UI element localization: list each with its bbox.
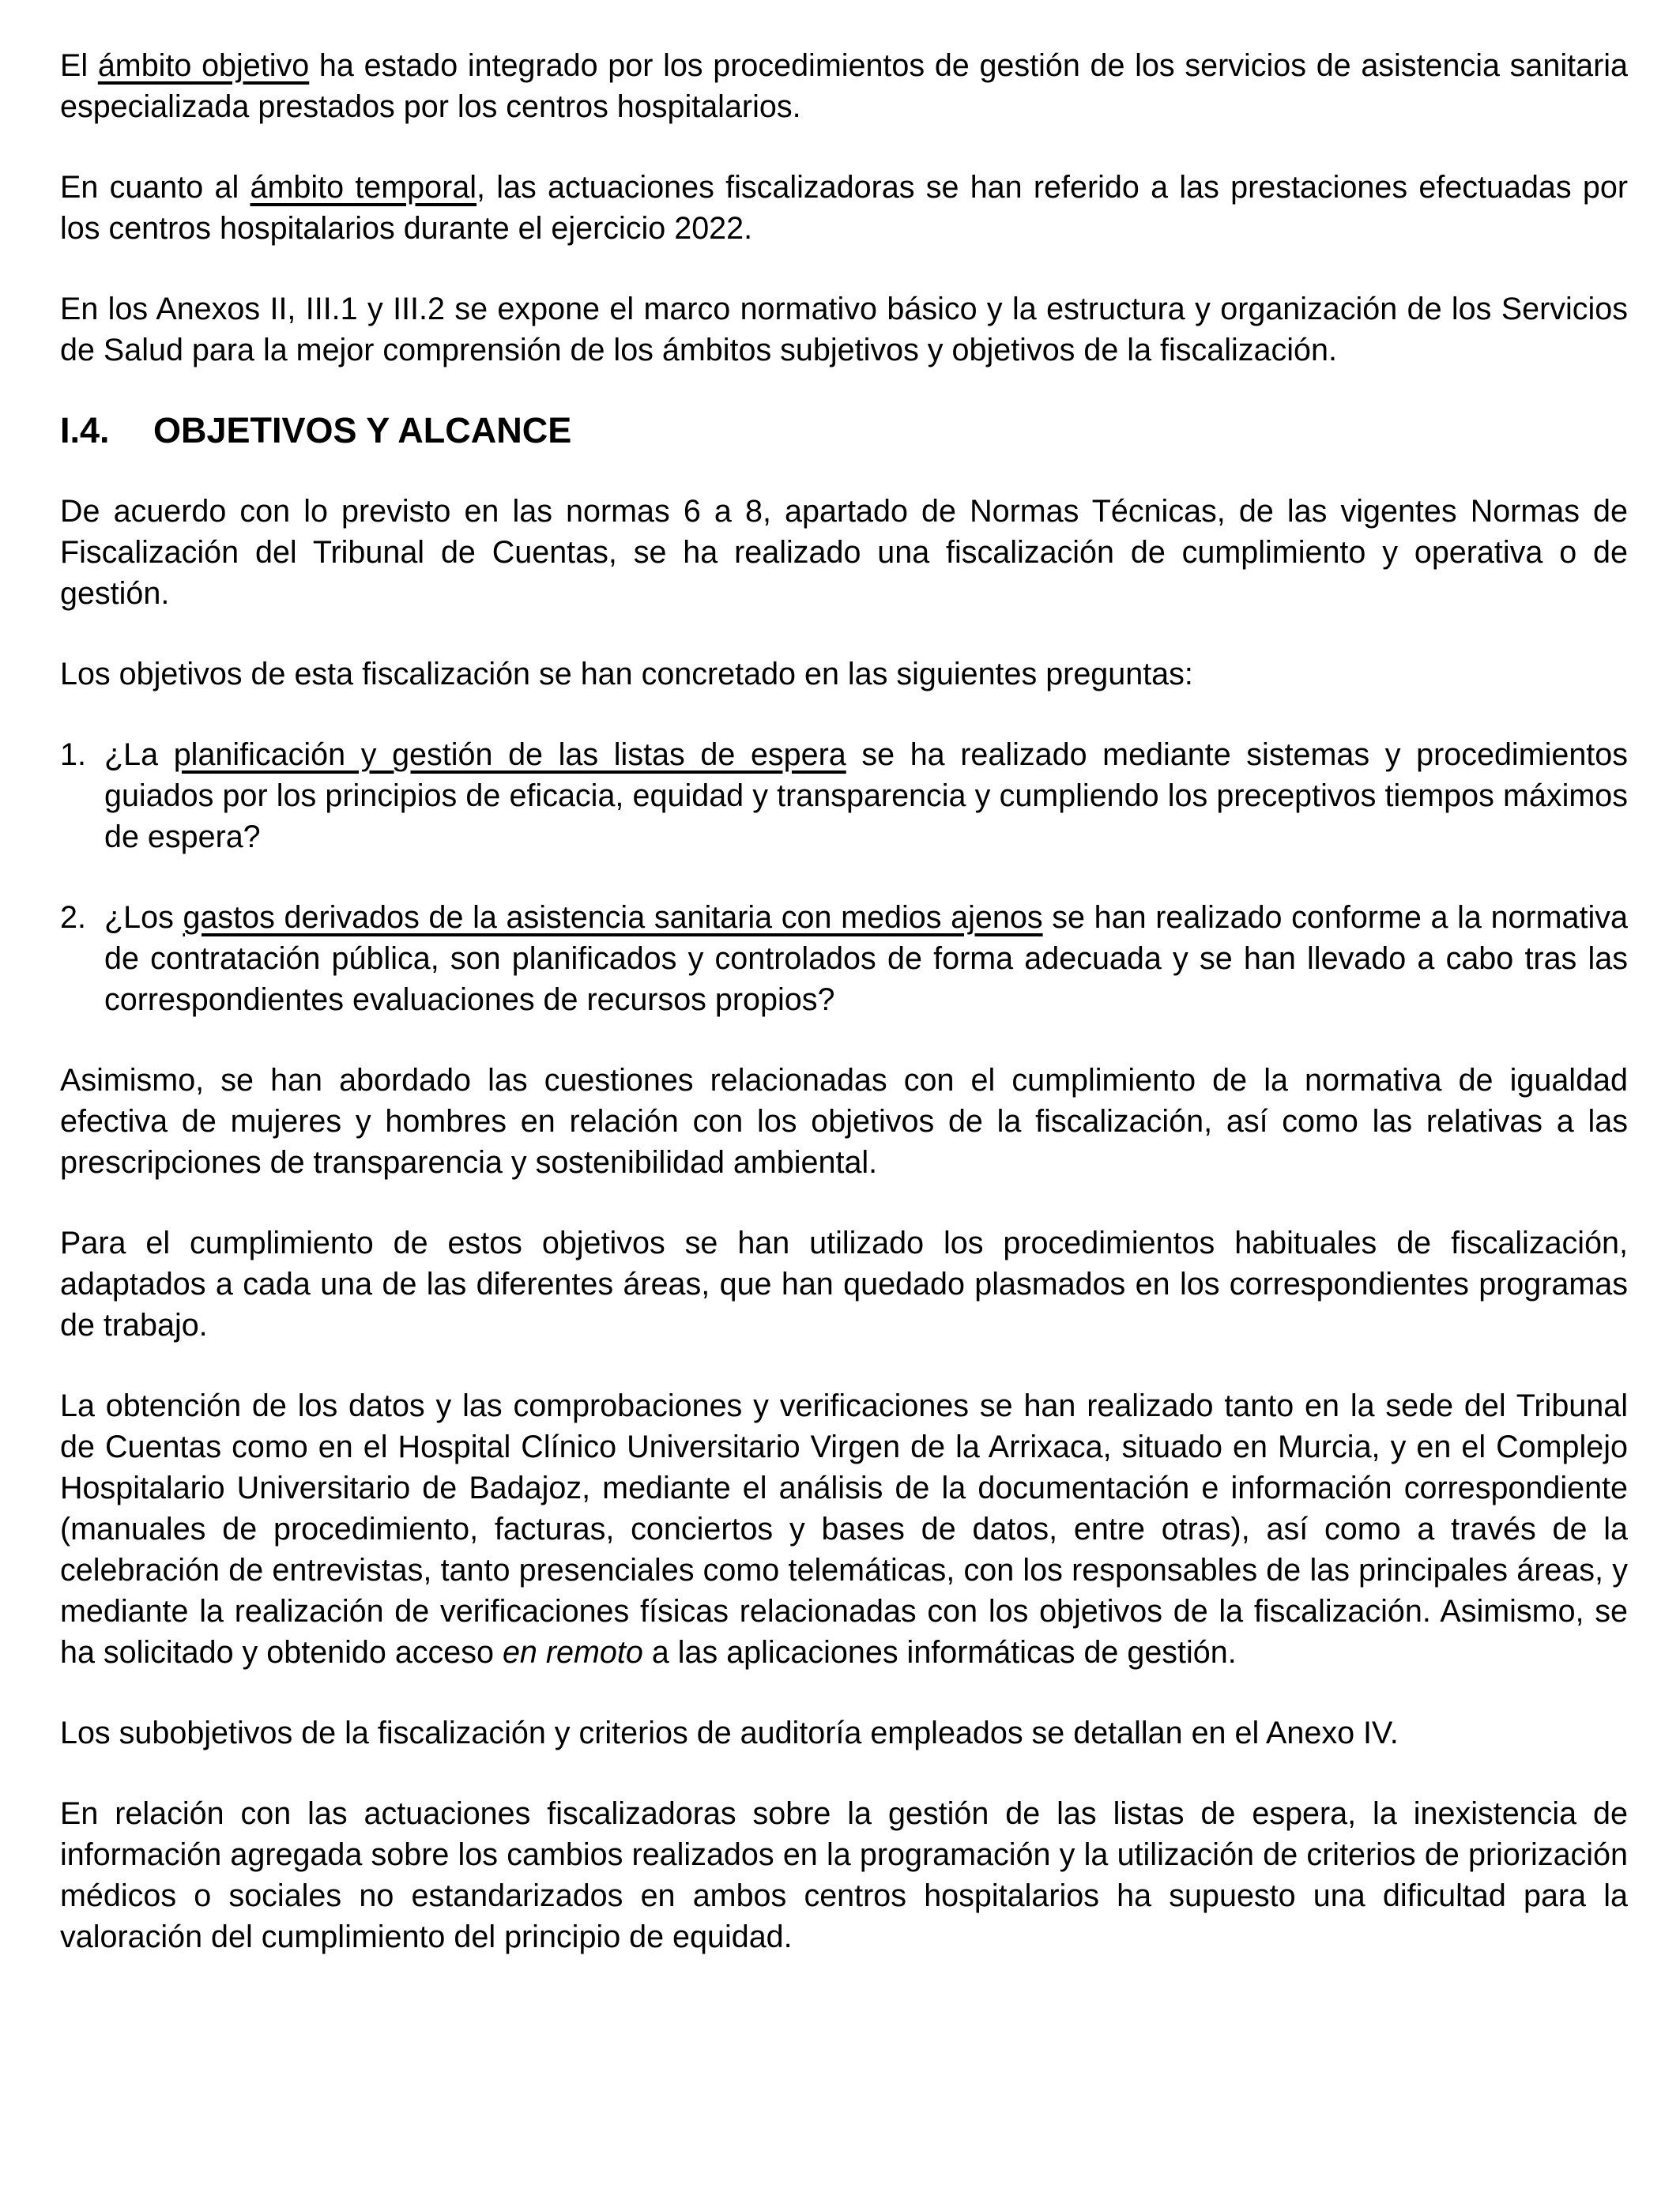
text-run: En relación con las actuaciones fiscalizadoras sobre la gestión de las listas de espera, la inexistencia de información agregada sobre los cambios realizados en la programación y la utilización de criterios de priorización médicos o sociales no estandarizados en ambos centros hospitalarios ha supuesto una dificultad para la valoración del cumplimiento del principio de equidad.: [60, 1796, 1628, 1954]
italic-text: en remoto: [502, 1635, 643, 1670]
text-run: OBJETIVOS Y ALCANCE: [153, 410, 572, 450]
text-run: se han realizado conforme a la normativa de contratación pública, son planificados y controlados de forma adecuada y se han llevado a cabo tras las correspondientes evaluaciones de recursos propios?: [104, 900, 1628, 1017]
text-run: , las actuaciones fiscalizadoras se han referido a las prestaciones efectuadas por los centros hospitalarios durante el ejercicio 2022.: [60, 170, 1628, 246]
text-run: Los objetivos de esta fiscalización se han concretado en las siguientes preguntas:: [60, 657, 1193, 691]
text-run: se ha realizado mediante sistemas y procedimientos guiados por los principios de eficacia, equidad y transparencia y cumpliendo los preceptivos tiempos máximos de espera?: [104, 737, 1629, 854]
paragraph: [60, 1793, 1628, 1957]
text-run: ¿La: [104, 737, 174, 772]
paragraph: [60, 491, 1628, 614]
paragraph: [60, 45, 1628, 127]
section-number: I.4.: [60, 410, 110, 450]
text-run: La obtención de los datos y las comprobaciones y verificaciones se han realizado tanto en la sede del Tribunal de Cuentas como en el Hospital Clínico Universitario Virgen de la Arrixaca, situado en Murcia, y en el Complejo Hospitalario Universitario de Badajoz, mediante el análisis de la documentación e información correspondiente (manuales de procedimiento, facturas, conciertos y bases de datos, entre otras), así como a través de la celebración de entrevistas, tanto presenciales como telemáticas, con los responsables de las principales áreas, y mediante la realización de verificaciones físicas relacionadas con los objetivos de la fiscalización. Asimismo, se ha solicitado y obtenido acceso: [60, 1388, 1628, 1670]
list-item-text: [104, 900, 1628, 1017]
underlined-text: gastos derivados de la asistencia sanitaria con medios ajenos: [183, 900, 1043, 935]
text-run: ha estado integrado por los procedimientos de gestión de los servicios de asistencia sanitaria especializada prestados por los centros hospitalarios.: [60, 48, 1628, 124]
text-run: Para el cumplimiento de estos objetivos se han utilizado los procedimientos habituales de fiscalización, adaptados a cada una de las diferentes áreas, que han quedado plasmados en los correspondientes programas de trabajo.: [60, 1226, 1628, 1343]
list-item: [60, 897, 1628, 1020]
paragraph: [60, 288, 1628, 371]
underlined-text: ámbito objetivo: [97, 48, 310, 83]
paragraph: [60, 654, 1628, 695]
list-item-text: [104, 737, 1628, 854]
text-run: En los Anexos II, III.1 y III.2 se expone el marco normativo básico y la estructura y organización de los Servicios de Salud para la mejor comprensión de los ámbitos subjetivos y objetivos de la fiscalización.: [60, 292, 1628, 367]
text-run: Asimismo, se han abordado las cuestiones relacionadas con el cumplimiento de la normativa de igualdad efectiva de mujeres y hombres en relación con los objetivos de la fiscalización, así como las relativas a las prescripciones de transparencia y sostenibilidad ambiental.: [60, 1063, 1628, 1180]
underlined-text: planificación y gestión de las listas de espera: [173, 737, 846, 772]
section-heading: [60, 410, 1628, 451]
text-run: a las aplicaciones informáticas de gestión.: [642, 1635, 1237, 1670]
text-run: En cuanto al: [60, 170, 250, 205]
list-item-number: 1.: [60, 737, 86, 772]
text-run: Los subobjetivos de la fiscalización y criterios de auditoría empleados se detallan en el Anexo IV.: [60, 1716, 1399, 1750]
underlined-text: ámbito temporal: [250, 170, 477, 205]
text-run: De acuerdo con lo previsto en las normas 6 a 8, apartado de Normas Técnicas, de las vigentes Normas de Fiscalización del Tribunal de Cuentas, se ha realizado una fiscalización de cumplimiento y operativa o de gestión.: [60, 494, 1628, 611]
text-run: ¿Los: [104, 900, 183, 935]
paragraph: [60, 1060, 1628, 1183]
paragraph: [60, 167, 1628, 249]
list-item-number: 2.: [60, 900, 86, 935]
paragraph: [60, 1712, 1628, 1754]
document-content: [60, 45, 1628, 1957]
text-run: El: [60, 48, 98, 83]
paragraph: [60, 1385, 1628, 1673]
list-item: [60, 734, 1628, 857]
paragraph: [60, 1223, 1628, 1346]
section-title: [153, 410, 571, 450]
